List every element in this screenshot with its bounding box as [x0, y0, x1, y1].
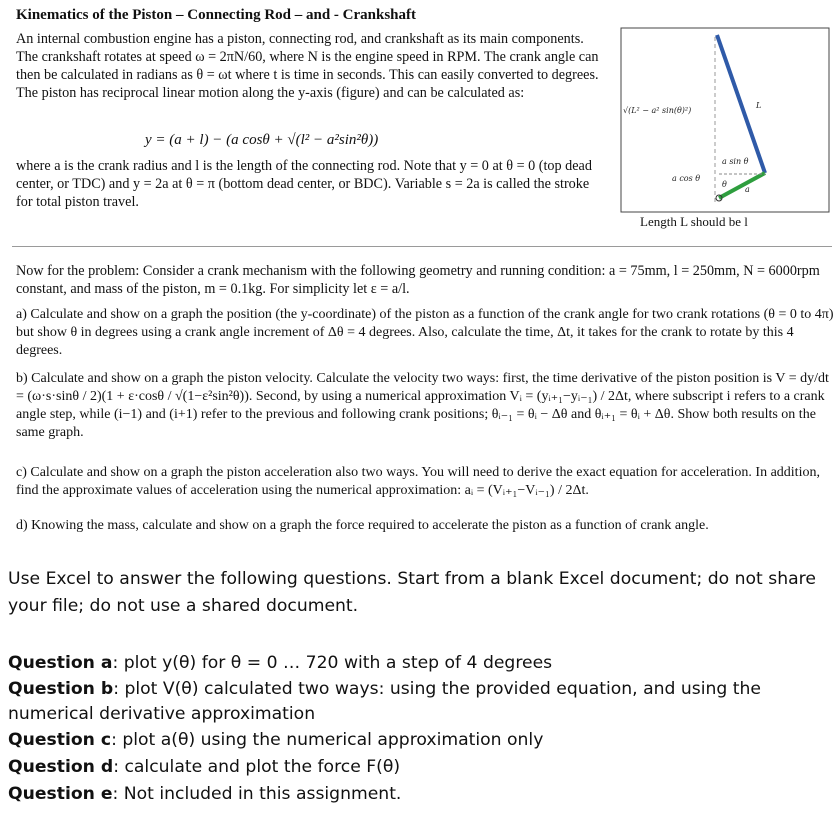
intro-paragraph: An internal combustion engine has a piston, connecting rod, and crankshaft as its main components. The crankshaft rotates at speed ω = 2πN/60, where N is the engine speed in RPM. The crank angle can then be calculated in radians as θ = ωt where t is time in seconds. This can easily converted to degrees. The piston has reciprocal linear motion along the y-axis (figure) and can be calculated as: [16, 31, 599, 101]
question-item [8, 781, 836, 808]
L-label: L [756, 101, 762, 110]
problem-statement: Now for the problem: Consider a crank mechanism with the following geometry and running condition: a = 75mm, l = 250mm, N = 6000rpm constant, and mass of the piston, m = 0.1kg. For simplicity let ε = a/l. [16, 263, 820, 297]
question-label: Question e [8, 784, 113, 804]
position-equation: y = (a + l) − (a cosθ + √(l² − a²sin²θ)) [145, 132, 379, 148]
theta-label: θ [722, 180, 727, 189]
figure-caption: Length L should be l [640, 214, 748, 229]
question-text: : calculate and plot the force F(θ) [113, 757, 401, 777]
question-label: Question d [8, 757, 114, 777]
question-label: Question c [8, 730, 112, 750]
a-label: a [745, 185, 750, 194]
question-item [8, 727, 836, 754]
question-item [8, 650, 836, 677]
section-divider [12, 246, 832, 247]
question-item [8, 754, 836, 781]
a-cos-label: a cos θ [672, 174, 701, 183]
problem-part-a: a) Calculate and show on a graph the position (the y-coordinate) of the piston as a function of the crank angle for two crank rotations (θ = 0 to 4π) but show θ in degrees using a crank angle increment of Δθ = 4 degrees. Also, calculate the time, Δt, it takes for the crank to rotate by this 4 degrees. [16, 307, 834, 358]
question-label: Question b [8, 679, 114, 699]
excel-instructions: Use Excel to answer the following questions. Start from a blank Excel document; do not share your file; do not use a shared document. [8, 569, 816, 616]
question-text: : plot V(θ) calculated two ways: using the provided equation, and using the numerical derivative approximation [8, 679, 761, 724]
question-item [8, 677, 836, 727]
document-title: Kinematics of the Piston – Connecting Rod – and - Crankshaft [16, 7, 417, 23]
a-sin-label: a sin θ [722, 157, 749, 166]
sqrt-length-label: √(L² − a² sin(θ)²) [623, 106, 692, 115]
question-text: : plot y(θ) for θ = 0 … 720 with a step of 4 degrees [112, 653, 553, 673]
question-label: Question a [8, 653, 113, 673]
problem-part-d: d) Knowing the mass, calculate and show on a graph the force required to accelerate the piston as a function of crank angle. [16, 518, 709, 533]
question-text: : plot a(θ) using the numerical approximation only [111, 730, 544, 750]
problem-part-b: b) Calculate and show on a graph the piston velocity. Calculate the velocity two ways: first, the time derivative of the piston position is V = dy/dt = (ω·s·sinθ / 2)(1 + ε·cosθ / √(1−ε²sin²θ)). Second, by using a numerical approximation Vᵢ = (yᵢ₊₁−yᵢ₋₁) / 2Δt, where subscript i refers to a crank angle step, while (i−1) and (i+1) refer to the previous and following crank positions; θᵢ₋₁ = θᵢ − Δθ and θᵢ₊₁ = θᵢ + Δθ. Show both results on the same graph. [16, 371, 829, 440]
question-text: : Not included in this assignment. [112, 784, 402, 804]
problem-part-c: c) Calculate and show on a graph the piston acceleration also two ways. You will need to derive the exact equation for acceleration. In addition, find the approximate values of acceleration using the numerical approximation: aᵢ = (Vᵢ₊₁−Vᵢ₋₁) / 2Δt. [16, 465, 820, 498]
intro-paragraph-2: where a is the crank radius and l is the length of the connecting rod. Note that y = 0 at θ = 0 (top dead center, or TDC) and y = 2a at θ = π (bottom dead center, or BDC). Variable s = 2a is called the stroke for total piston travel. [16, 158, 592, 210]
question-list [8, 650, 836, 808]
crank-mechanism-figure [620, 27, 830, 231]
